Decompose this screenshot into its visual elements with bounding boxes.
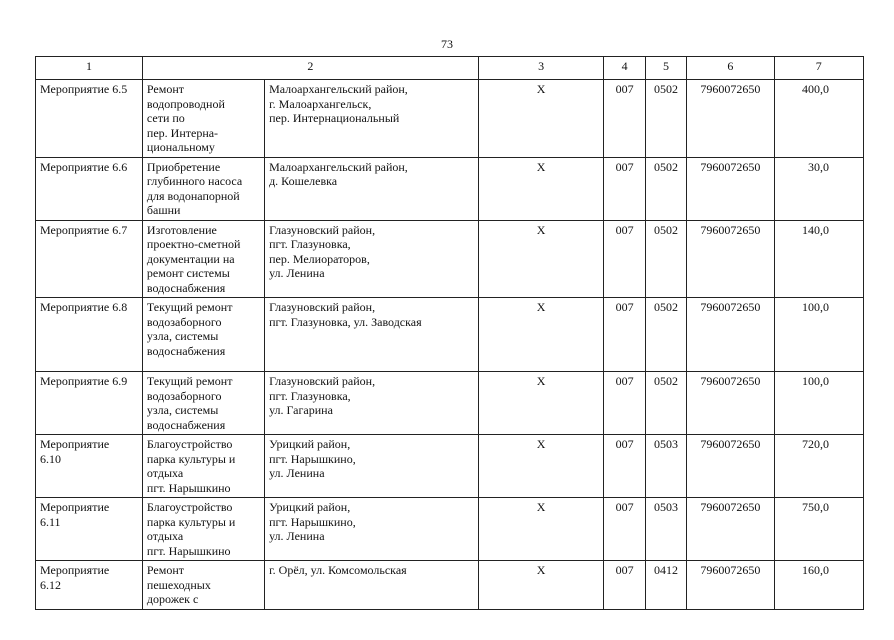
measure-id-cell: Мероприятие 6.9 (36, 372, 143, 435)
location-cell: Урицкий район, пгт. Нарышкино, ул. Ленина (265, 435, 479, 498)
measure-id-cell: Мероприятие 6.10 (36, 435, 143, 498)
measure-id-cell: Мероприятие 6.11 (36, 498, 143, 561)
amount-cell: 720,0 (774, 435, 863, 498)
table-row (36, 435, 864, 498)
amount-cell: 160,0 (774, 561, 863, 610)
measure-id-cell: Мероприятие 6.7 (36, 220, 143, 298)
col3-mark-cell: X (478, 220, 603, 298)
target-article-cell: 7960072650 (687, 220, 774, 298)
measure-name-cell: Текущий ремонт водозаборного узла, системы водоснабжения (142, 298, 264, 372)
code-cell: 007 (604, 435, 645, 498)
col3-mark-cell: X (478, 435, 603, 498)
amount-cell: 100,0 (774, 298, 863, 372)
table-row (36, 372, 864, 435)
measure-name-cell: Благоустройство парка культуры и отдыха пгт. Нарышкино (142, 498, 264, 561)
header-row (36, 57, 864, 80)
code-cell: 007 (604, 498, 645, 561)
measure-id-cell: Мероприятие 6.6 (36, 157, 143, 220)
col3-mark-cell: X (478, 372, 603, 435)
code-cell: 007 (604, 561, 645, 610)
code-cell: 007 (604, 298, 645, 372)
col3-mark-cell: X (478, 157, 603, 220)
section-cell: 0502 (645, 157, 686, 220)
location-cell: Глазуновский район, пгт. Глазуновка, пер. Мелиораторов, ул. Ленина (265, 220, 479, 298)
target-article-cell: 7960072650 (687, 498, 774, 561)
header-col-5: 5 (645, 57, 686, 80)
measure-name-cell: Текущий ремонт водозаборного узла, системы водоснабжения (142, 372, 264, 435)
header-col-1: 1 (36, 57, 143, 80)
section-cell: 0502 (645, 298, 686, 372)
table-row (36, 561, 864, 610)
code-cell: 007 (604, 80, 645, 158)
location-cell: Малоархангельский район, д. Кошелевка (265, 157, 479, 220)
target-article-cell: 7960072650 (687, 561, 774, 610)
location-cell: Малоархангельский район, г. Малоархангельск, пер. Интернациональный (265, 80, 479, 158)
amount-cell: 140,0 (774, 220, 863, 298)
amount-cell: 100,0 (774, 372, 863, 435)
location-cell: г. Орёл, ул. Комсомольская (265, 561, 479, 610)
code-cell: 007 (604, 220, 645, 298)
table-row (36, 80, 864, 158)
amount-cell: 30,0 (774, 157, 863, 220)
col3-mark-cell: X (478, 561, 603, 610)
table-row (36, 220, 864, 298)
section-cell: 0502 (645, 372, 686, 435)
col3-mark-cell: X (478, 80, 603, 158)
measure-id-cell: Мероприятие 6.8 (36, 298, 143, 372)
code-cell: 007 (604, 157, 645, 220)
location-cell: Глазуновский район, пгт. Глазуновка, ул. Заводская (265, 298, 479, 372)
target-article-cell: 7960072650 (687, 157, 774, 220)
header-col-2: 2 (142, 57, 478, 80)
header-col-6: 6 (687, 57, 774, 80)
location-cell: Урицкий район, пгт. Нарышкино, ул. Ленина (265, 498, 479, 561)
measure-name-cell: Благоустройство парка культуры и отдыха пгт. Нарышкино (142, 435, 264, 498)
table-row (36, 298, 864, 372)
budget-table (35, 56, 864, 610)
target-article-cell: 7960072650 (687, 80, 774, 158)
header-col-7: 7 (774, 57, 863, 80)
table-row (36, 498, 864, 561)
section-cell: 0502 (645, 220, 686, 298)
section-cell: 0412 (645, 561, 686, 610)
measure-id-cell: Мероприятие 6.12 (36, 561, 143, 610)
measure-name-cell: Ремонт пешеходных дорожек с (142, 561, 264, 610)
amount-cell: 750,0 (774, 498, 863, 561)
location-cell: Глазуновский район, пгт. Глазуновка, ул. Гагарина (265, 372, 479, 435)
amount-cell: 400,0 (774, 80, 863, 158)
col3-mark-cell: X (478, 298, 603, 372)
target-article-cell: 7960072650 (687, 372, 774, 435)
target-article-cell: 7960072650 (687, 435, 774, 498)
page-number: 73 (441, 37, 453, 51)
target-article-cell: 7960072650 (687, 298, 774, 372)
table-row (36, 157, 864, 220)
measure-id-cell: Мероприятие 6.5 (36, 80, 143, 158)
measure-name-cell: Ремонт водопроводной сети по пер. Интерна- циональному (142, 80, 264, 158)
code-cell: 007 (604, 372, 645, 435)
header-col-4: 4 (604, 57, 645, 80)
col3-mark-cell: X (478, 498, 603, 561)
section-cell: 0503 (645, 435, 686, 498)
measure-name-cell: Изготовление проектно-сметной документации на ремонт системы водоснабжения (142, 220, 264, 298)
measure-name-cell: Приобретение глубинного насоса для водонапорной башни (142, 157, 264, 220)
header-col-3: 3 (478, 57, 603, 80)
section-cell: 0502 (645, 80, 686, 158)
section-cell: 0503 (645, 498, 686, 561)
